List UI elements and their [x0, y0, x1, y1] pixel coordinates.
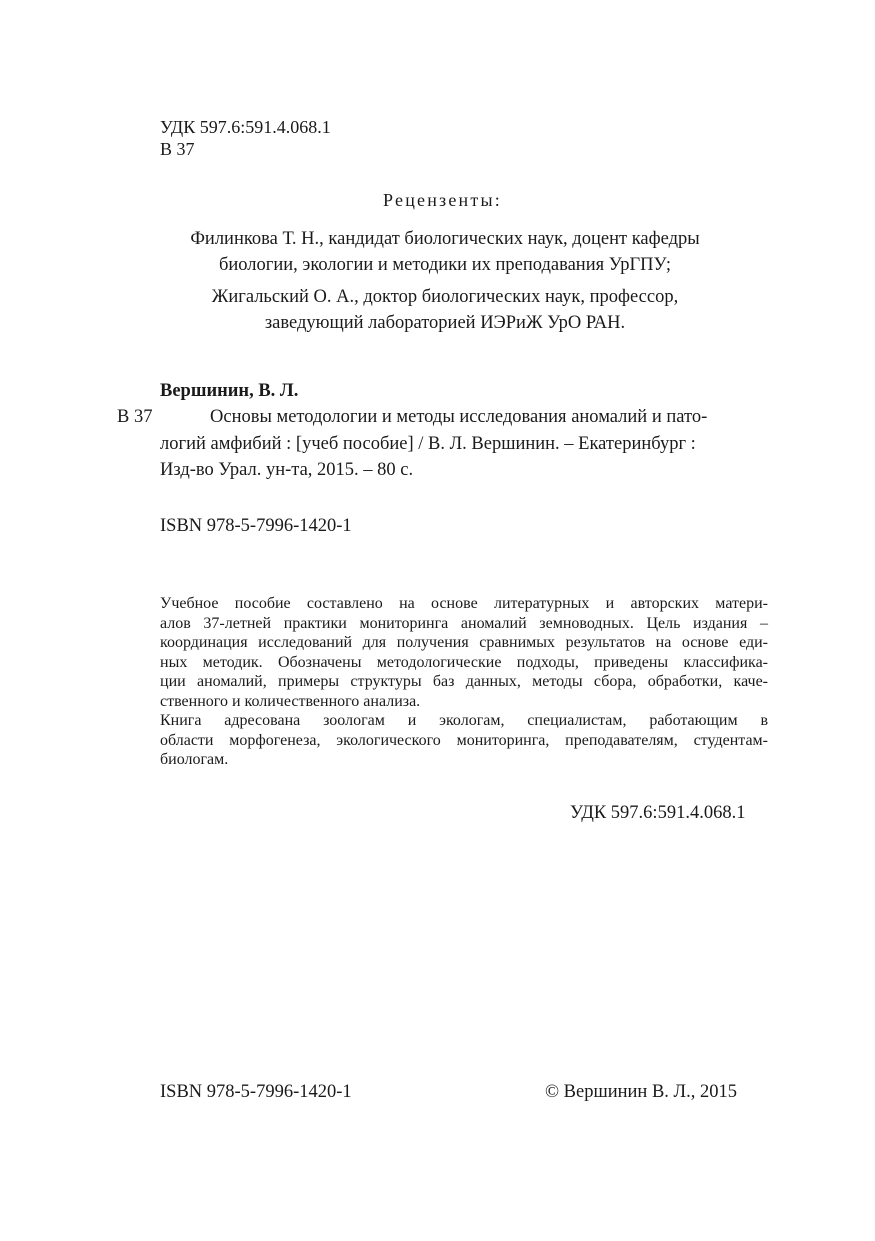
biblio-line-2: логий амфибий : [учеб пособие] / В. Л. Вершинин. – Екатеринбург :	[160, 433, 696, 454]
copyright-notice: © Вершинин В. Л., 2015	[545, 1082, 737, 1102]
reviewer-2-line-2: заведующий лабораторией ИЭРиЖ УрО РАН.	[264, 313, 626, 333]
annotation-line: Учебное пособие составлено на основе литературных и авторских матери-	[160, 595, 768, 612]
bibliographic-description	[160, 404, 768, 484]
udk-code: УДК 597.6:591.4.068.1	[160, 117, 331, 137]
reviewer-1	[130, 226, 760, 278]
reviewer-2	[130, 284, 760, 336]
biblio-line-1: Основы методологии и методы исследования аномалий и пато-	[210, 407, 708, 427]
annotation-line: алов 37-летней практики мониторинга аномалий земноводных. Цель издания –	[160, 614, 768, 632]
udk-header	[160, 116, 331, 160]
annotation-line: Книга адресована зоологам и экологам, специалистам, работающим в	[160, 712, 768, 729]
reviewers-heading: Рецензенты:	[383, 190, 502, 210]
isbn: ISBN 978-5-7996-1420-1	[160, 516, 352, 536]
annotation-line: биологам.	[160, 751, 229, 768]
udk-footer: УДК 597.6:591.4.068.1	[570, 803, 746, 823]
reviewer-2-line-1: Жигальский О. А., доктор биологических наук, профессор,	[211, 287, 679, 307]
annotation-line: ции аномалий, примеры структуры баз данных, методы сбора, обработки, каче-	[160, 673, 768, 690]
reviewer-1-line-1: Филинкова Т. Н., кандидат биологических наук, доцент кафедры	[190, 229, 700, 249]
annotation-line: ных методик. Обозначены методологические подходы, приведены классифика-	[160, 653, 768, 671]
library-code-top: В 37	[160, 139, 195, 159]
annotation-line: координация исследований для получения сравнимых результатов на основе еди-	[160, 634, 768, 651]
reviewer-1-line-2: биологии, экологии и методики их преподавания УрГПУ;	[218, 255, 672, 275]
biblio-line-3: Изд-во Урал. ун-та, 2015. – 80 с.	[160, 460, 414, 480]
author-name: Вершинин, В. Л.	[160, 381, 299, 401]
annotation-line: области морфогенеза, экологического мониторинга, преподавателям, студентам-	[160, 731, 768, 749]
annotation	[160, 594, 768, 770]
library-code: В 37	[117, 407, 153, 427]
annotation-line: ственного и количественного анализа.	[160, 692, 421, 710]
isbn-footer: ISBN 978-5-7996-1420-1	[160, 1082, 352, 1102]
